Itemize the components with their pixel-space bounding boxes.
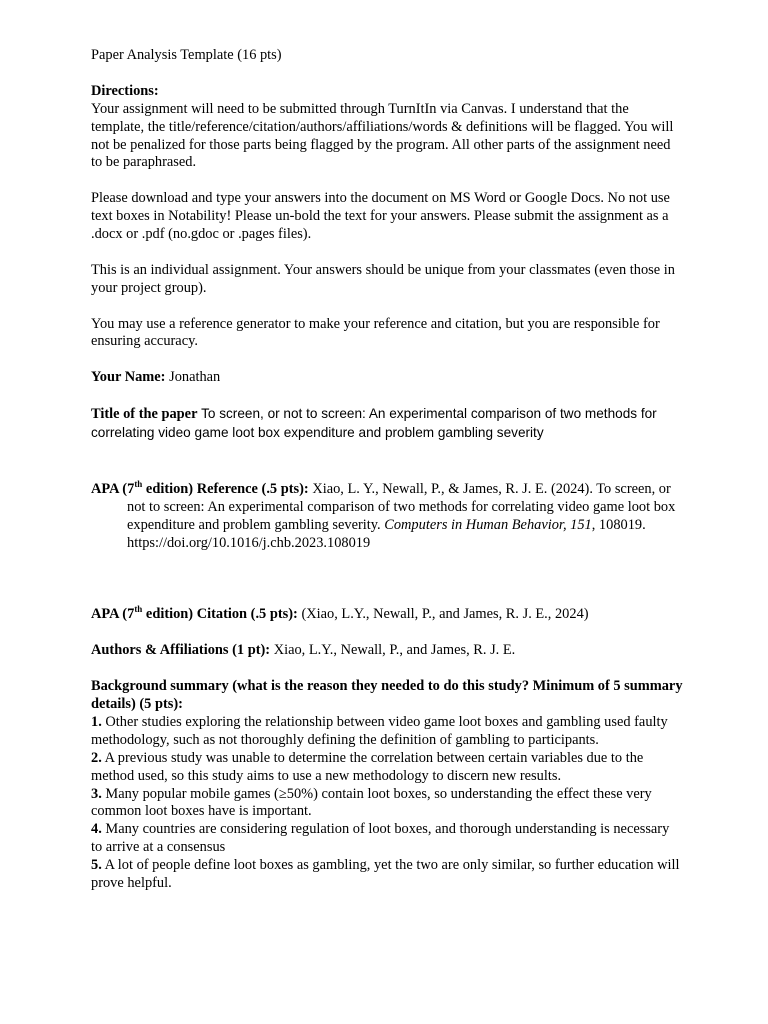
document-title: Paper Analysis Template (16 pts) <box>91 47 282 63</box>
background-item-2: 2. A previous study was unable to determine the correlation between certain variables due to the method used, so this study aims to use a new methodology to discern new results. <box>91 749 644 784</box>
citation-label: APA (7th edition) Citation (.5 pts): <box>91 604 298 623</box>
reference-journal: Computers in Human Behavior <box>384 516 563 533</box>
reference-text: Xiao, L. Y., Newall, P., & James, R. J. E. (2024). To screen, or not to screen: An experimental comparison of two methods for correlating video game loot box expenditure and problem gambling severity. <box>127 480 676 533</box>
name-line <box>91 369 683 387</box>
name-value: Jonathan <box>169 369 221 386</box>
citation-value: (Xiao, L.Y., Newall, P., and James, R. J. E., 2024) <box>301 606 589 623</box>
citation-line <box>91 606 683 624</box>
directions-paragraph-3: This is an individual assignment. Your answers should be unique from your classmates (even those in your project group). <box>91 261 675 296</box>
document-page <box>91 47 683 893</box>
paper-title-value: To screen, or not to screen: An experimental comparison of two methods for correlating video game loot box expenditure and problem gambling severity <box>91 406 657 440</box>
reference-label: APA (7th edition) Reference (.5 pts): <box>91 479 309 497</box>
reference-rest: , 108019. https://doi.org/10.1016/j.chb.2023.108019 <box>127 516 646 551</box>
directions-paragraph-4: You may use a reference generator to make your reference and citation, but you are responsible for ensuring accuracy. <box>91 315 660 350</box>
name-label: Your Name: <box>91 369 166 386</box>
directions-paragraph-2: Please download and type your answers into the document on MS Word or Google Docs. No not use text boxes in Notability! Please un-bold the text for your answers. Please submit the assignment as a .docx or .pdf (no.gdoc or .pages files). <box>91 190 670 243</box>
authors-line <box>91 642 683 660</box>
authors-value: Xiao, L.Y., Newall, P., and James, R. J. E. <box>273 642 516 659</box>
background-item-3: 3. Many popular mobile games (≥50%) contain loot boxes, so understanding the effect these very common loot boxes have is important. <box>91 785 652 820</box>
reference-line: APA (7th edition) Reference (.5 pts): Xiao, L. Y., Newall, P., & James, R. J. E. (2024). To screen, or not to screen: An experimental comparison of two methods for correlating video game loot box expenditure and problem gambling severity. Computers in Human Behavior, 151, 108019. https://doi.org/10.1016/j.chb.2023.108019 <box>91 479 676 551</box>
paper-title-line <box>91 405 683 443</box>
background-item-1: 1. Other studies exploring the relationship between video game loot boxes and gambling used faulty methodology, such as not thoroughly defining the definition of gambling to participants. <box>91 713 668 748</box>
reference-volume: 151 <box>570 516 592 533</box>
background-item-4: 4. Many countries are considering regulation of loot boxes, and thorough understanding is necessary to arrive at a consensus <box>91 821 670 856</box>
authors-label: Authors & Affiliations (1 pt): <box>91 642 271 659</box>
paper-title-label: Title of the paper <box>91 406 198 423</box>
background-heading: Background summary (what is the reason they needed to do this study? Minimum of 5 summary details) (5 pts): <box>91 678 683 712</box>
directions-heading: Directions: <box>91 82 159 99</box>
background-item-5: 5. A lot of people define loot boxes as gambling, yet the two are only similar, so further education will prove helpful. <box>91 857 680 892</box>
directions-paragraph-1: Your assignment will need to be submitted through TurnItIn via Canvas. I understand that the template, the title/reference/citation/authors/affiliations/words & definitions will be flagged. You will not be penalized for those parts being flagged by the program. All other parts of the assignment need to be paraphrased. <box>91 100 674 171</box>
